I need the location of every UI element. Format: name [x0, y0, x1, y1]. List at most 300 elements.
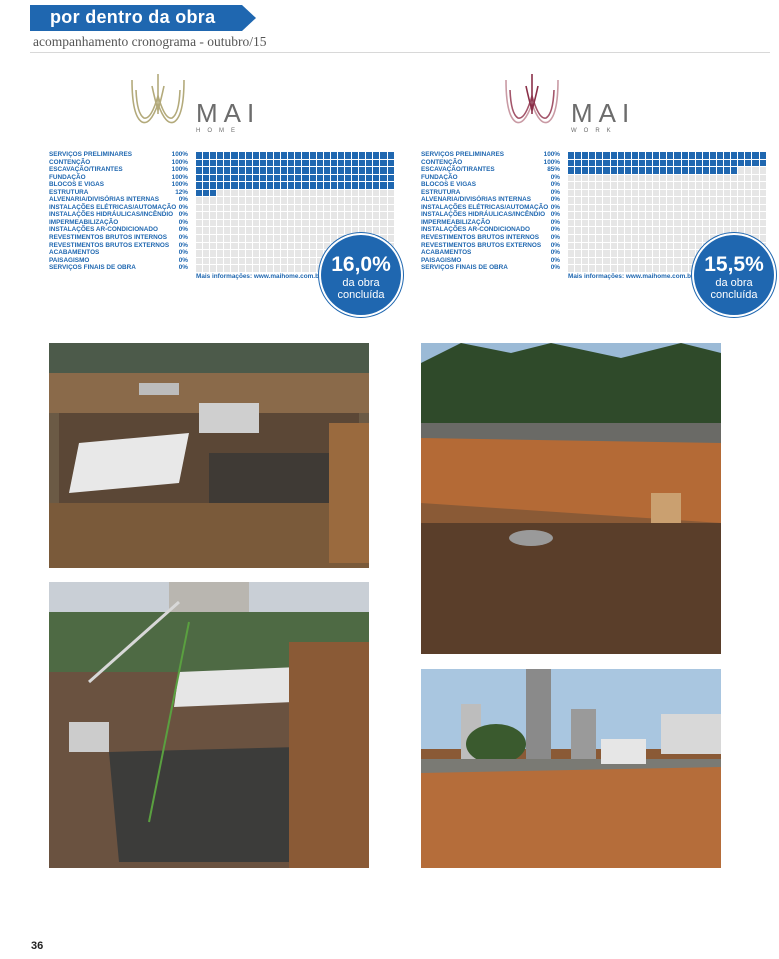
stage-row — [49, 264, 188, 272]
progress-cell — [288, 152, 294, 159]
progress-cell — [366, 227, 372, 234]
progress-cell — [239, 205, 245, 212]
progress-cell — [373, 205, 379, 212]
progress-cell — [760, 167, 766, 174]
progress-cell — [366, 182, 372, 189]
progress-cell — [260, 235, 266, 242]
progress-cell — [281, 220, 287, 227]
badge-percent: 16,0% — [331, 253, 391, 276]
progress-cell — [260, 220, 266, 227]
stage-label: SERVIÇOS FINAIS DE OBRA — [49, 264, 136, 272]
progress-cell — [324, 243, 330, 250]
progress-cell — [373, 190, 379, 197]
progress-cell — [274, 182, 280, 189]
progress-cell — [324, 227, 330, 234]
stage-row — [421, 242, 560, 250]
progress-cell — [288, 235, 294, 242]
progress-cell — [310, 243, 316, 250]
progress-cell — [696, 212, 702, 219]
progress-cell — [373, 197, 379, 204]
progress-cell — [295, 258, 301, 265]
progress-cell — [260, 152, 266, 159]
progress-cell — [196, 197, 202, 204]
progress-cell — [203, 250, 209, 257]
progress-cell — [267, 205, 273, 212]
progress-cell — [760, 152, 766, 159]
progress-cell — [703, 182, 709, 189]
progress-cell — [388, 235, 394, 242]
progress-cell — [752, 152, 758, 159]
stage-row — [421, 159, 560, 167]
badge-line2: concluída — [710, 289, 758, 301]
progress-cell — [660, 160, 666, 167]
progress-cell — [667, 235, 673, 242]
stage-percent: 0% — [178, 264, 188, 272]
progress-cell — [674, 182, 680, 189]
progress-cell — [738, 220, 744, 227]
progress-cell — [267, 243, 273, 250]
progress-cell — [239, 212, 245, 219]
progress-cell — [568, 190, 574, 197]
progress-cell — [611, 167, 617, 174]
stage-label: BLOCOS E VIGAS — [421, 181, 477, 189]
progress-cell — [625, 243, 631, 250]
progress-cell — [738, 152, 744, 159]
progress-cell — [660, 190, 666, 197]
progress-cell — [674, 160, 680, 167]
progress-cell — [345, 190, 351, 197]
stage-row — [421, 211, 560, 219]
progress-cell — [239, 182, 245, 189]
progress-cell — [618, 175, 624, 182]
progress-cell — [611, 197, 617, 204]
stage-percent: 100% — [171, 158, 188, 166]
progress-cell — [317, 182, 323, 189]
stage-label: FUNDAÇÃO — [49, 173, 86, 181]
progress-cell — [380, 182, 386, 189]
progress-cell — [603, 152, 609, 159]
progress-cell — [596, 205, 602, 212]
progress-cell — [295, 220, 301, 227]
progress-cell — [231, 190, 237, 197]
progress-cell — [331, 227, 337, 234]
progress-cell — [667, 190, 673, 197]
progress-cell — [310, 190, 316, 197]
progress-cell — [231, 227, 237, 234]
progress-cell — [217, 190, 223, 197]
progress-cell — [682, 258, 688, 265]
progress-cell — [618, 250, 624, 257]
progress-cell — [738, 190, 744, 197]
progress-cell — [388, 152, 394, 159]
progress-cell — [267, 160, 273, 167]
progress-cell — [274, 250, 280, 257]
stage-row — [49, 257, 188, 265]
progress-cell — [274, 243, 280, 250]
progress-cell — [596, 235, 602, 242]
progress-cell — [689, 220, 695, 227]
progress-cell — [359, 152, 365, 159]
progress-cell — [582, 205, 588, 212]
progress-cell — [618, 167, 624, 174]
progress-cell — [388, 205, 394, 212]
progress-cell — [575, 235, 581, 242]
progress-cell — [603, 250, 609, 257]
progress-cell — [373, 167, 379, 174]
progress-cell — [302, 220, 308, 227]
progress-cell — [246, 258, 252, 265]
progress-cell — [724, 167, 730, 174]
progress-cell — [196, 243, 202, 250]
progress-cell — [760, 182, 766, 189]
progress-cell — [625, 258, 631, 265]
progress-cell — [603, 235, 609, 242]
progress-cell — [260, 182, 266, 189]
progress-cell — [210, 175, 216, 182]
progress-cell — [689, 227, 695, 234]
progress-cell — [639, 243, 645, 250]
progress-cell — [331, 160, 337, 167]
progress-cell — [760, 160, 766, 167]
more-info-work: Mais informações: www.maihome.com.br — [568, 273, 694, 280]
stage-percent: 0% — [178, 203, 188, 211]
stage-percent: 0% — [178, 218, 188, 226]
progress-cell — [253, 243, 259, 250]
progress-cell — [310, 235, 316, 242]
progress-cell — [724, 152, 730, 159]
progress-cell — [724, 175, 730, 182]
progress-cell — [738, 160, 744, 167]
progress-cell — [359, 220, 365, 227]
progress-cell — [295, 265, 301, 272]
progress-cell — [260, 205, 266, 212]
progress-cell — [582, 190, 588, 197]
stage-row — [49, 151, 188, 159]
progress-cell — [660, 265, 666, 272]
progress-cell — [246, 212, 252, 219]
progress-cell — [731, 220, 737, 227]
progress-cell — [288, 190, 294, 197]
progress-cell — [639, 250, 645, 257]
progress-cell — [738, 197, 744, 204]
progress-cell — [632, 175, 638, 182]
progress-cell — [618, 265, 624, 272]
progress-cell — [359, 227, 365, 234]
progress-cell — [366, 175, 372, 182]
progress-cell — [388, 182, 394, 189]
stage-percent: 0% — [178, 211, 188, 219]
page-number: 36 — [31, 940, 44, 952]
progress-cell — [359, 175, 365, 182]
progress-cell — [689, 182, 695, 189]
progress-cell — [239, 190, 245, 197]
progress-cell — [674, 227, 680, 234]
progress-cell — [639, 160, 645, 167]
progress-cell — [625, 197, 631, 204]
progress-cell — [352, 182, 358, 189]
progress-cell — [660, 197, 666, 204]
progress-cell — [281, 182, 287, 189]
progress-cell — [603, 258, 609, 265]
progress-cell — [295, 212, 301, 219]
crown-m-logo-gold — [128, 70, 188, 130]
progress-cell — [253, 167, 259, 174]
progress-cell — [682, 205, 688, 212]
progress-cell — [731, 190, 737, 197]
progress-cell — [745, 167, 751, 174]
progress-cell — [267, 258, 273, 265]
progress-cell — [331, 152, 337, 159]
progress-cell — [295, 243, 301, 250]
progress-cell — [310, 205, 316, 212]
progress-cell — [246, 175, 252, 182]
progress-cell — [611, 250, 617, 257]
progress-cell — [674, 265, 680, 272]
progress-cell — [246, 152, 252, 159]
badge-percent: 15,5% — [704, 253, 764, 276]
progress-cell — [246, 220, 252, 227]
progress-cell — [288, 220, 294, 227]
progress-cell — [589, 167, 595, 174]
progress-cell — [618, 212, 624, 219]
progress-cell — [731, 152, 737, 159]
progress-cell — [618, 152, 624, 159]
progress-cell — [274, 190, 280, 197]
progress-cell — [667, 250, 673, 257]
progress-cell — [752, 220, 758, 227]
progress-cell — [373, 175, 379, 182]
progress-cell — [267, 212, 273, 219]
progress-cell — [596, 182, 602, 189]
progress-cell — [359, 182, 365, 189]
progress-cell — [281, 212, 287, 219]
progress-cell — [568, 250, 574, 257]
completion-badge-home — [321, 235, 401, 315]
progress-cell — [589, 197, 595, 204]
progress-cell — [717, 227, 723, 234]
progress-cell — [646, 258, 652, 265]
stage-label: ESCAVAÇÃO/TIRANTES — [421, 166, 495, 174]
progress-cell — [338, 152, 344, 159]
progress-cell — [366, 152, 372, 159]
progress-cell — [710, 227, 716, 234]
stage-row — [421, 196, 560, 204]
progress-cell — [288, 265, 294, 272]
stage-row — [49, 166, 188, 174]
badge-line1: da obra — [342, 277, 380, 289]
logo-name: MAI — [196, 98, 261, 128]
progress-cell — [231, 212, 237, 219]
progress-cell — [632, 212, 638, 219]
progress-cell — [224, 152, 230, 159]
progress-cell — [724, 197, 730, 204]
progress-cell — [210, 152, 216, 159]
stage-percent: 0% — [550, 234, 560, 242]
progress-cell — [281, 235, 287, 242]
progress-cell — [667, 258, 673, 265]
stage-row — [49, 242, 188, 250]
progress-cell — [596, 160, 602, 167]
progress-cell — [246, 160, 252, 167]
progress-cell — [246, 227, 252, 234]
progress-cell — [696, 190, 702, 197]
progress-cell — [646, 235, 652, 242]
stage-label: INSTALAÇÕES AR-CONDICIONADO — [49, 226, 158, 234]
progress-cell — [724, 212, 730, 219]
progress-cell — [632, 235, 638, 242]
progress-cell — [689, 167, 695, 174]
stage-row — [421, 264, 560, 272]
progress-cell — [281, 265, 287, 272]
progress-cell — [667, 175, 673, 182]
progress-cell — [682, 265, 688, 272]
progress-cell — [674, 197, 680, 204]
progress-cell — [288, 175, 294, 182]
progress-cell — [196, 167, 202, 174]
progress-cell — [203, 152, 209, 159]
progress-cell — [203, 220, 209, 227]
stage-label: REVESTIMENTOS BRUTOS EXTERNOS — [49, 241, 170, 249]
progress-cell — [239, 167, 245, 174]
progress-cell — [575, 258, 581, 265]
progress-cell — [373, 152, 379, 159]
progress-cell — [288, 205, 294, 212]
progress-cell — [324, 152, 330, 159]
progress-cell — [625, 212, 631, 219]
stage-percent: 0% — [178, 226, 188, 234]
progress-cell — [738, 167, 744, 174]
progress-cell — [717, 167, 723, 174]
progress-cell — [267, 250, 273, 257]
progress-cell — [745, 227, 751, 234]
stage-label: SERVIÇOS FINAIS DE OBRA — [421, 264, 508, 272]
progress-cell — [380, 227, 386, 234]
progress-cell — [703, 235, 709, 242]
progress-cell — [632, 243, 638, 250]
progress-cell — [646, 205, 652, 212]
progress-cell — [317, 175, 323, 182]
progress-cell — [625, 265, 631, 272]
progress-cell — [603, 197, 609, 204]
progress-cell — [696, 235, 702, 242]
progress-cell — [625, 190, 631, 197]
progress-cell — [253, 212, 259, 219]
progress-cell — [625, 205, 631, 212]
progress-cell — [632, 220, 638, 227]
progress-cell — [653, 167, 659, 174]
progress-cell — [710, 152, 716, 159]
progress-cell — [359, 197, 365, 204]
progress-cell — [281, 250, 287, 257]
more-info-home: Mais informações: www.maihome.com.br — [196, 273, 322, 280]
progress-cell — [582, 265, 588, 272]
progress-cell — [760, 212, 766, 219]
stage-label: IMPERMEABILIZAÇÃO — [49, 218, 119, 226]
progress-cell — [302, 235, 308, 242]
progress-cell — [217, 160, 223, 167]
progress-cell — [738, 227, 744, 234]
progress-cell — [667, 265, 673, 272]
progress-cell — [575, 175, 581, 182]
progress-cell — [302, 265, 308, 272]
progress-cell — [682, 160, 688, 167]
progress-cell — [338, 220, 344, 227]
stage-row — [421, 181, 560, 189]
progress-cell — [345, 227, 351, 234]
progress-cell — [660, 227, 666, 234]
construction-photo-4 — [421, 669, 721, 868]
progress-cell — [196, 205, 202, 212]
progress-cell — [568, 220, 574, 227]
progress-cell — [646, 212, 652, 219]
progress-cell — [373, 227, 379, 234]
progress-cell — [217, 182, 223, 189]
progress-cell — [660, 175, 666, 182]
progress-cell — [196, 152, 202, 159]
progress-cell — [274, 152, 280, 159]
progress-cell — [246, 243, 252, 250]
progress-cell — [224, 167, 230, 174]
progress-cell — [288, 250, 294, 257]
progress-cell — [388, 190, 394, 197]
progress-cell — [674, 175, 680, 182]
progress-cell — [603, 167, 609, 174]
stage-percent: 85% — [547, 166, 560, 174]
progress-cell — [596, 212, 602, 219]
progress-cell — [345, 167, 351, 174]
progress-cell — [653, 227, 659, 234]
progress-cell — [603, 160, 609, 167]
progress-cell — [239, 265, 245, 272]
progress-cell — [710, 175, 716, 182]
progress-cell — [295, 205, 301, 212]
stage-label: ALVENARIA/DIVISÓRIAS INTERNAS — [49, 196, 159, 204]
progress-cell — [589, 227, 595, 234]
progress-cell — [611, 227, 617, 234]
stage-percent: 0% — [550, 211, 560, 219]
progress-cell — [646, 220, 652, 227]
progress-cell — [752, 160, 758, 167]
progress-cell — [260, 258, 266, 265]
progress-cell — [575, 167, 581, 174]
progress-cell — [752, 212, 758, 219]
stage-row — [421, 151, 560, 159]
stage-percent: 0% — [178, 241, 188, 249]
progress-cell — [210, 258, 216, 265]
progress-cell — [710, 182, 716, 189]
stage-percent: 0% — [550, 173, 560, 181]
progress-cell — [710, 220, 716, 227]
progress-cell — [625, 227, 631, 234]
progress-cell — [310, 160, 316, 167]
progress-cell — [568, 258, 574, 265]
progress-cell — [632, 250, 638, 257]
progress-cell — [611, 152, 617, 159]
progress-cell — [210, 205, 216, 212]
stage-label: REVESTIMENTOS BRUTOS INTERNOS — [421, 234, 540, 242]
progress-cell — [582, 197, 588, 204]
progress-cell — [274, 220, 280, 227]
progress-cell — [196, 227, 202, 234]
progress-cell — [632, 227, 638, 234]
progress-cell — [682, 235, 688, 242]
progress-cell — [646, 182, 652, 189]
progress-cell — [710, 160, 716, 167]
progress-cell — [302, 175, 308, 182]
progress-cell — [203, 190, 209, 197]
progress-cell — [717, 205, 723, 212]
progress-cell — [324, 235, 330, 242]
